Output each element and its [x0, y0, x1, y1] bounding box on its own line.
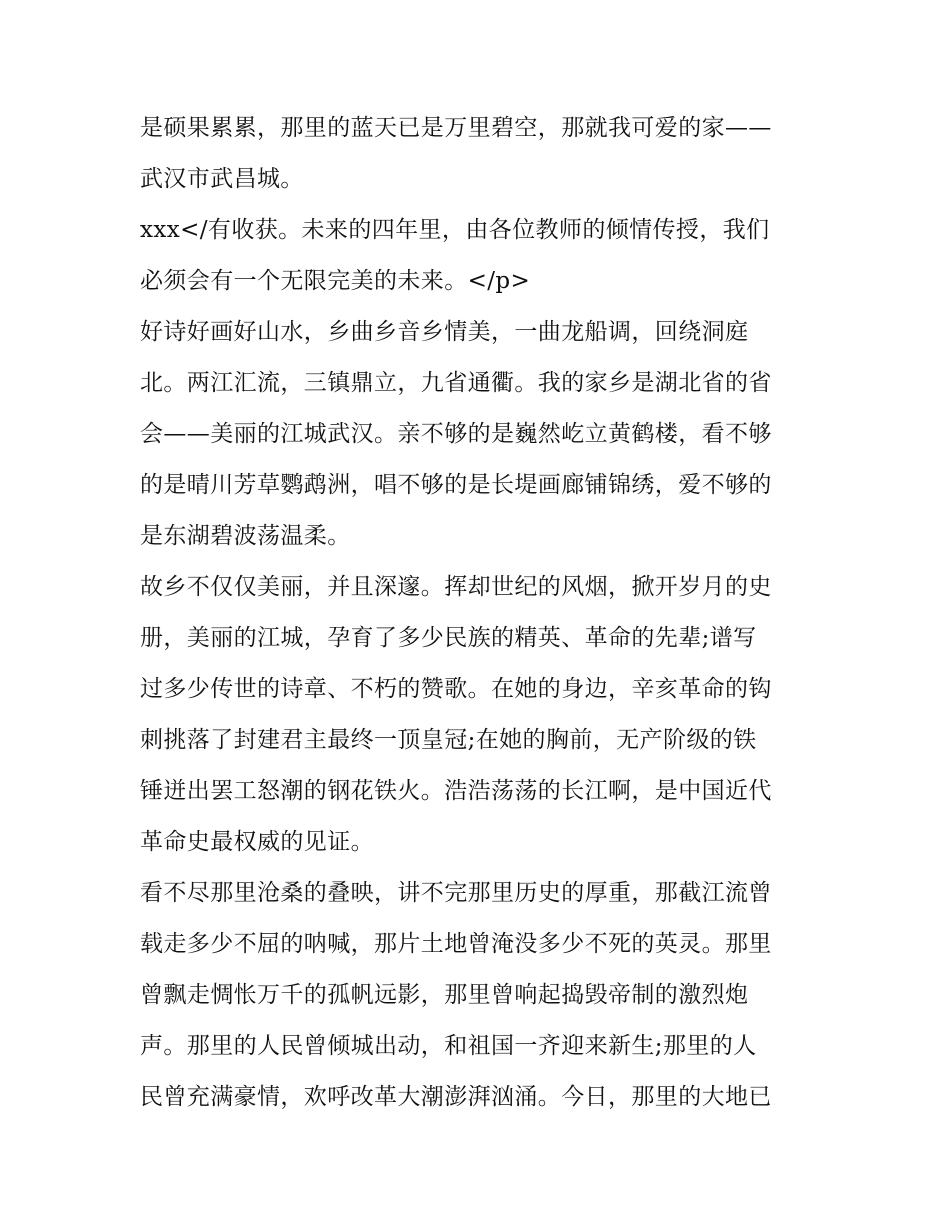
text-line: 会——美丽的江城武汉。亲不够的是巍然屹立黄鹤楼，看不够	[140, 421, 772, 447]
paragraph-4	[140, 562, 815, 868]
text-line: 必须会有一个无限完美的未来。</p>	[140, 268, 531, 294]
paragraph-2	[140, 205, 815, 307]
text-line: 北。两江汇流，三镇鼎立，九省通衢。我的家乡是湖北省的省	[140, 370, 772, 396]
text-line: 声。那里的人民曾倾城出动，和祖国一齐迎来新生;那里的人	[140, 1033, 757, 1059]
paragraph-1	[140, 103, 815, 205]
paragraph-5	[140, 868, 815, 1123]
text-line: 故乡不仅仅美丽，并且深邃。挥却世纪的风烟，掀开岁月的史	[140, 574, 772, 600]
text-line: 看不尽那里沧桑的叠映，讲不完那里历史的厚重，那截江流曾	[140, 880, 772, 906]
text-line: 是东湖碧波荡温柔。	[140, 523, 351, 549]
text-line: 民曾充满豪情，欢呼改革大潮澎湃汹涌。今日，那里的大地已	[140, 1084, 772, 1110]
text-line: 好诗好画好山水，乡曲乡音乡情美，一曲龙船调，回绕洞庭	[140, 319, 749, 345]
text-line: xxx</有收获。未来的四年里，由各位教师的倾情传授，我们	[140, 217, 770, 243]
text-line: 刺挑落了封建君主最终一顶皇冠;在她的胸前，无产阶级的铁	[140, 727, 757, 753]
text-line: 的是晴川芳草鹦鹉洲，唱不够的是长堤画廊铺锦绣，爱不够的	[140, 472, 772, 498]
text-line: 曾飘走惆怅万千的孤帆远影，那里曾响起捣毁帝制的激烈炮	[140, 982, 749, 1008]
text-line: 册，美丽的江城，孕育了多少民族的精英、革命的先辈;谱写	[140, 625, 757, 651]
text-line: 革命史最权威的见证。	[140, 829, 374, 855]
text-line: 载走多少不屈的呐喊，那片土地曾淹没多少不死的英灵。那里	[140, 931, 772, 957]
document-body	[140, 103, 815, 1123]
paragraph-3	[140, 307, 815, 562]
text-line: 过多少传世的诗章、不朽的赞歌。在她的身边，辛亥革命的钩	[140, 676, 772, 702]
text-line: 锤迸出罢工怒潮的钢花铁火。浩浩荡荡的长江啊，是中国近代	[140, 778, 772, 804]
text-line: 是硕果累累，那里的蓝天已是万里碧空，那就我可爱的家——	[140, 115, 772, 141]
text-line: 武汉市武昌城。	[140, 166, 304, 192]
